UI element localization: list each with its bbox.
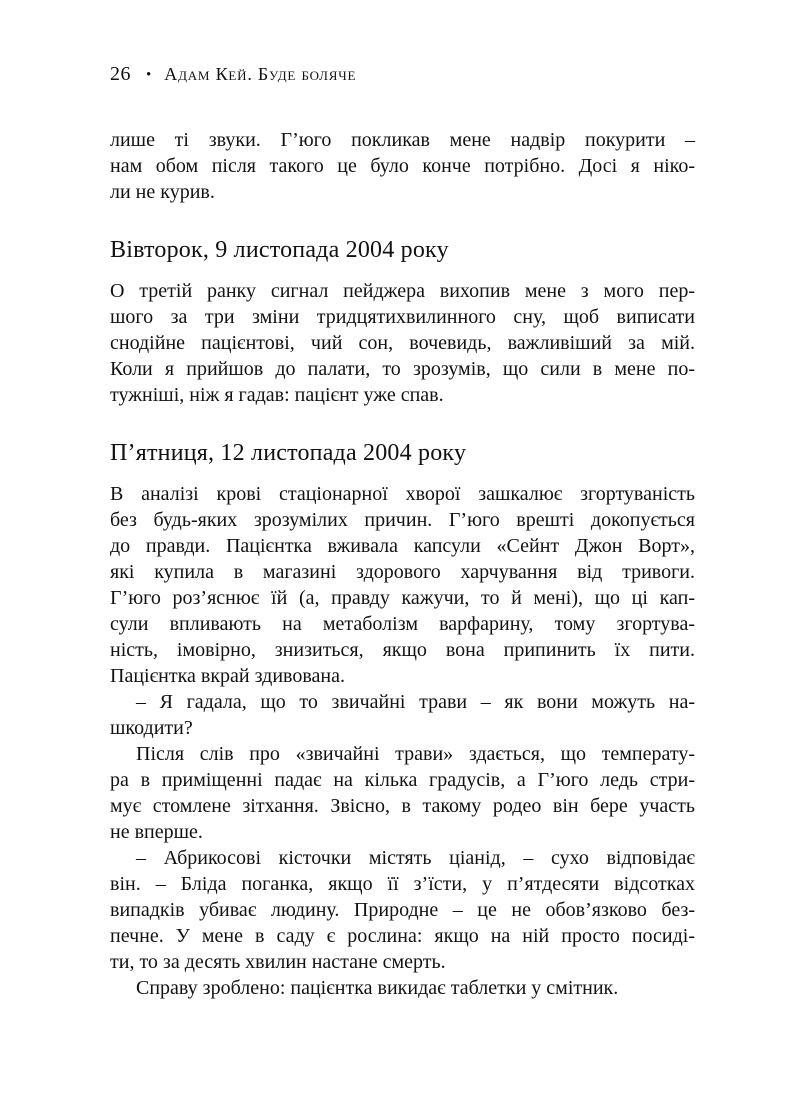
body-paragraph [110,481,695,689]
text-line: тужніші, ніж я гадав: пацієнт уже спав. [110,384,444,406]
text-line: Справу зроблено: пацієнтка викидає таблетки у смітник. [136,977,619,999]
text-line: шкодити? [110,717,193,739]
text-line: мує стомлене зітхання. Звісно, в такому родео він бере участь [110,795,695,817]
text-line: ли не курив. [110,181,215,203]
body-paragraph [110,845,695,975]
bullet-separator-icon: • [146,67,152,83]
text-line: сули впливають на метаболізм варфарину, тому згортува- [110,613,695,635]
text-line: без будь-яких зрозумілих причин. Г’юго врешті докопується [110,509,695,531]
text-line: Після слів про «звичайні трави» здається, що температу- [136,743,695,765]
text-line: печне. У мене в саду є рослина: якщо на ній просто посиді- [110,925,695,947]
page-body-text [110,127,695,1001]
text-line: шого за три зміни тридцятихвилинного сну, щоб виписати [110,306,695,328]
text-line: снодійне пацієнтові, чий сон, вочевидь, важливіший за мій. [110,332,695,354]
text-line: – Я гадала, що то звичайні трави – як вони можуть на- [136,691,695,713]
text-line: Коли я прийшов до палати, то зрозумів, що сили в мене по- [110,358,695,380]
text-line: – Абрикосові кісточки містять ціанід, – сухо відповідає [136,847,695,869]
text-line: лише ті звуки. Г’юго покликав мене надвір покурити – [110,129,695,151]
text-line: ра в приміщенні падає на кілька градусів, а Г’юго ледь стри- [110,769,695,791]
entry-date-heading: П’ятниця, 12 листопада 2004 року [110,440,467,466]
text-line: не вперше. [110,821,203,843]
page-number: 26 [110,63,131,85]
text-line: нам обом після такого це було конче потрібно. Досі я ніко- [110,155,695,177]
body-paragraph [110,127,695,205]
text-line: ти, то за десять хвилин настане смерть. [110,951,446,973]
running-header [110,64,695,86]
running-title: Адам Кей. Буде боляче [164,64,357,84]
text-line: В аналізі крові стаціонарної хворої зашкалює згортуваність [110,483,695,505]
body-paragraph [110,741,695,845]
text-line: Пацієнтка вкрай здивована. [110,665,345,687]
body-paragraph [110,975,695,1001]
entry-date-heading: Вівторок, 9 листопада 2004 року [110,237,449,263]
text-line: Г’юго роз’яснює їй (а, правду кажучи, то й мені), що ці кап- [110,587,695,609]
text-line: які купила в магазині здорового харчування від тривоги. [110,561,695,583]
text-line: він. – Бліда поганка, якщо її з’їсти, у п’ятдесяти відсотках [110,873,695,895]
text-line: випадків убиває людину. Природне – це не обов’язково без- [110,899,695,921]
body-paragraph [110,689,695,741]
body-paragraph [110,278,695,408]
text-line: О третій ранку сигнал пейджера вихопив мене з мого пер- [110,280,695,302]
text-line: ність, імовірно, знизиться, якщо вона припинить їх пити. [110,639,695,661]
text-line: до правди. Пацієнтка вживала капсули «Сейнт Джон Ворт», [110,535,695,557]
